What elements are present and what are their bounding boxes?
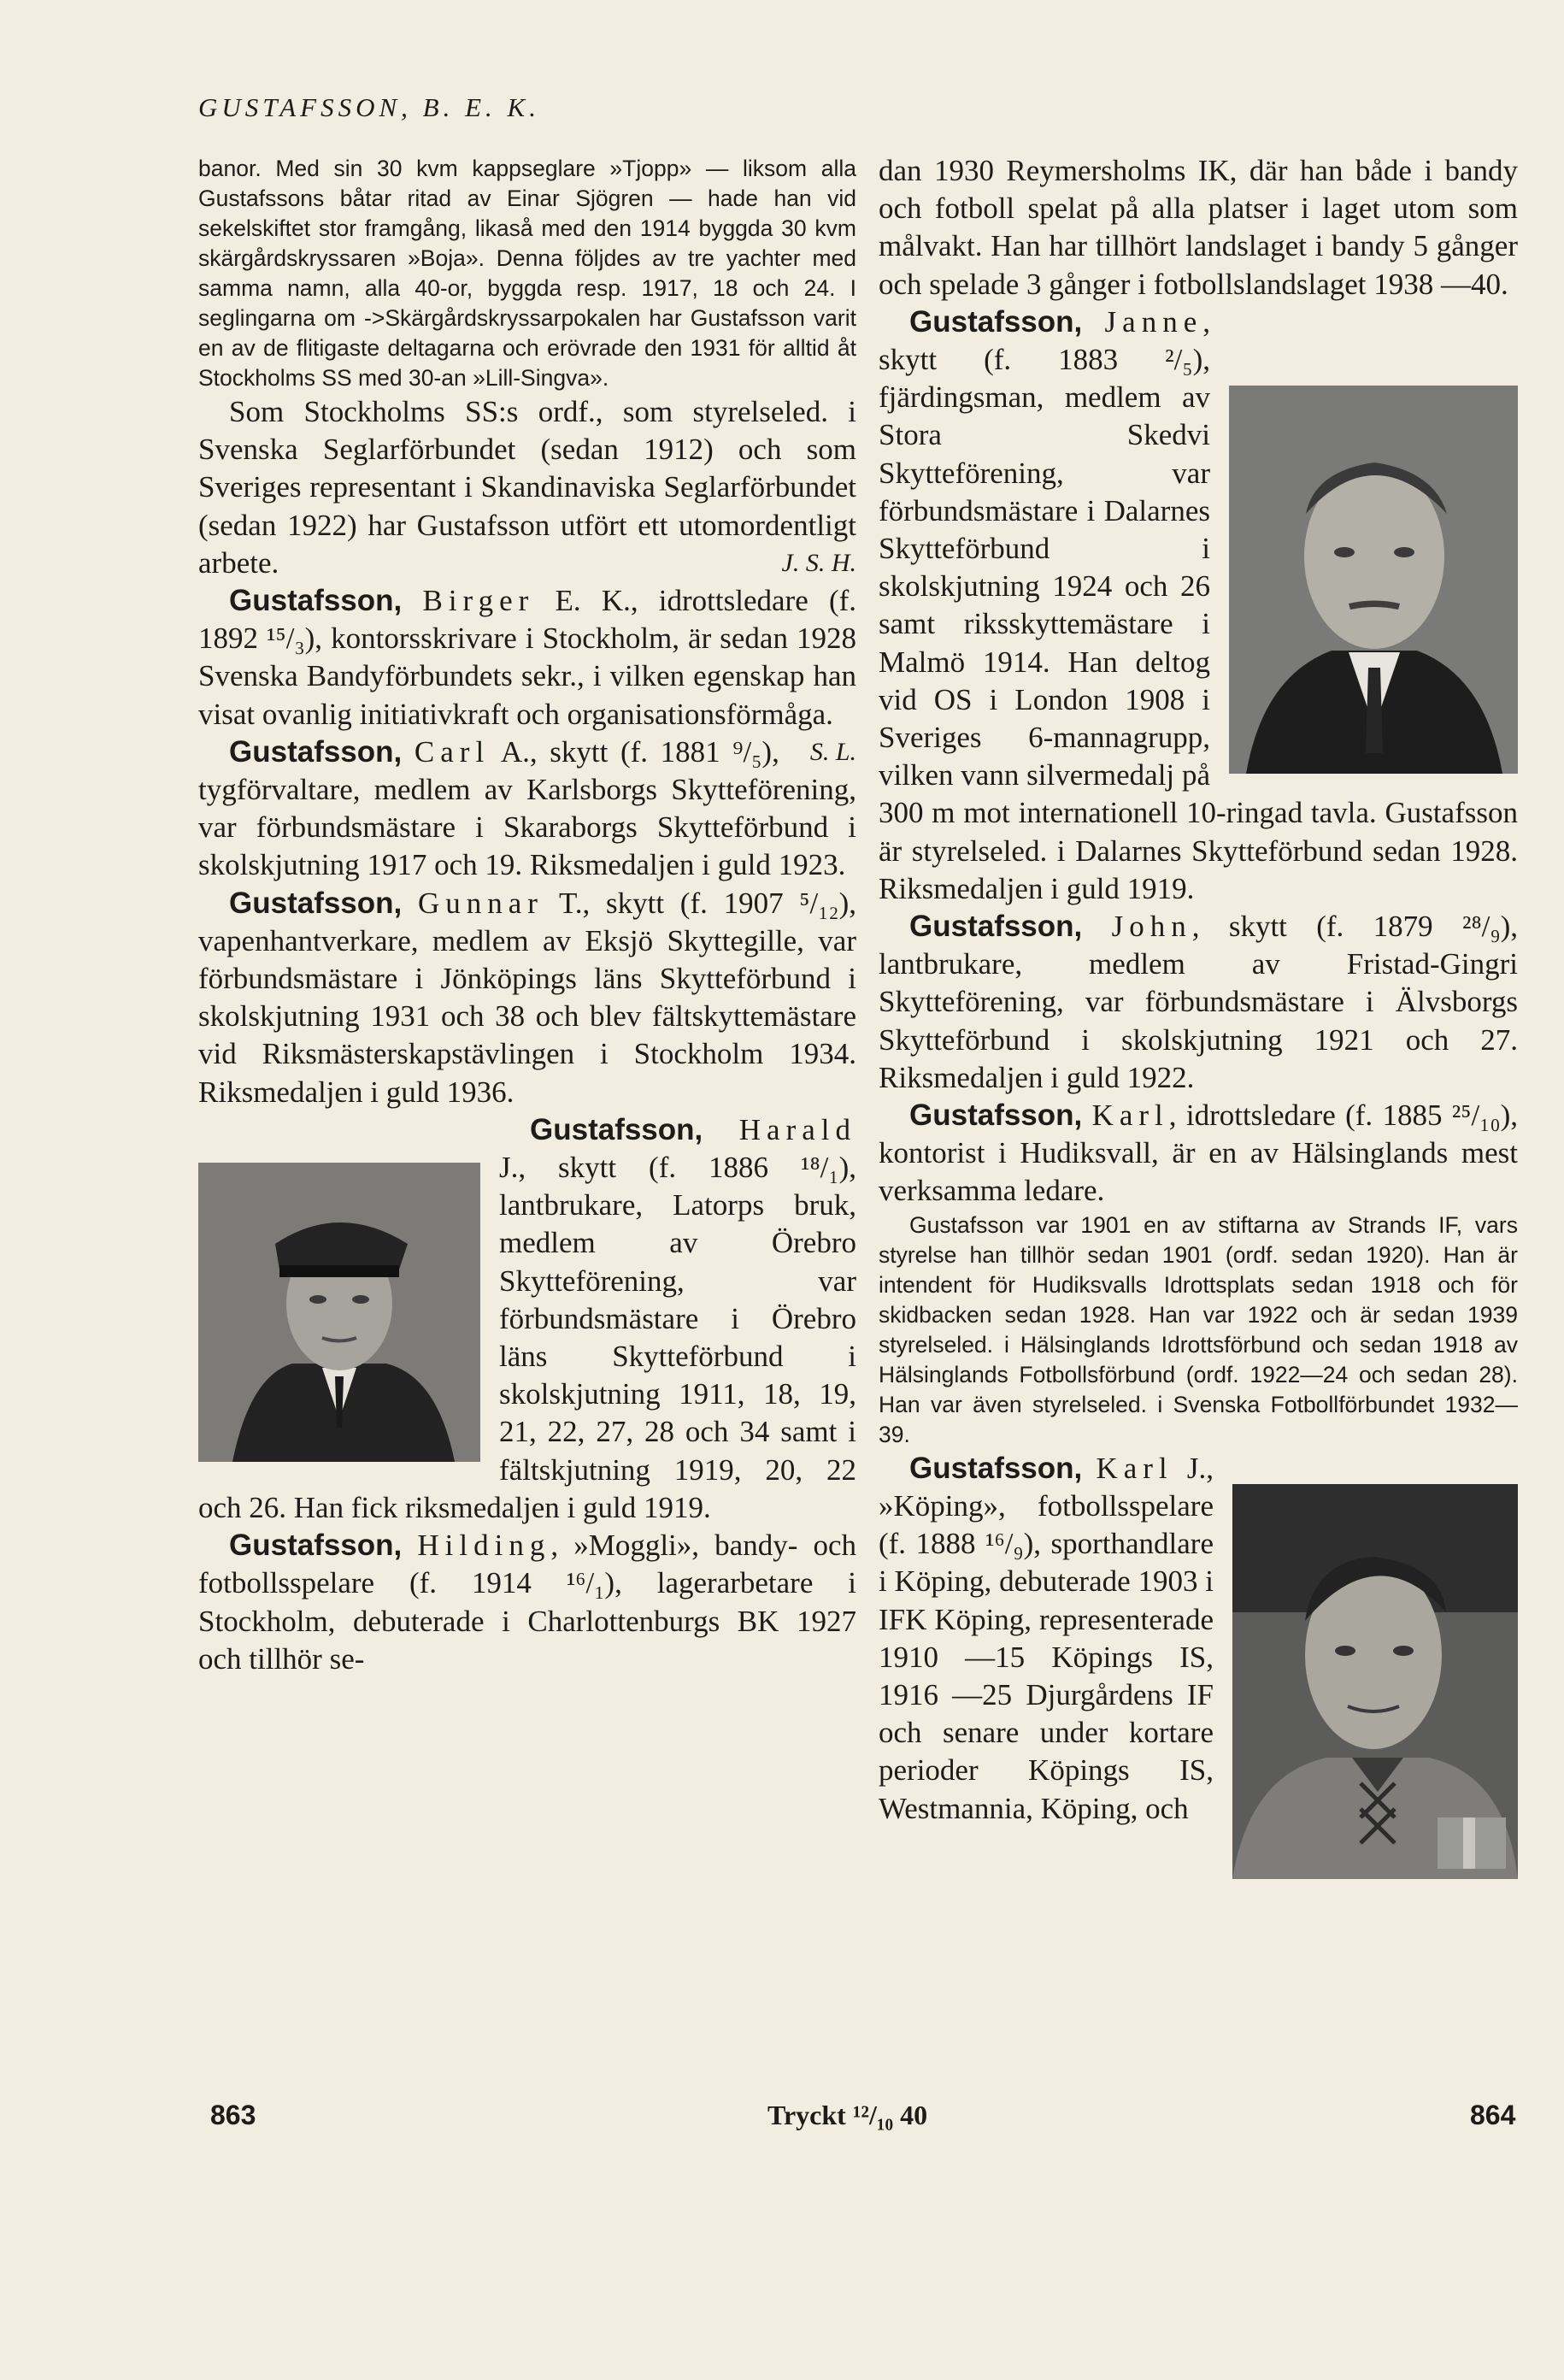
printed-date: Tryckt ¹²/₁₀ 40 — [767, 2100, 928, 2130]
portrait-harald-image — [198, 1163, 480, 1462]
hilding-continued: dan 1930 Reymersholms IK, där han både i bandy och fotboll spelat på alla platser i laget utom som målvakt. Han har tillhört landslaget i bandy 5 gånger och spelade 3 gånger i fotbollslandslaget 1938 —40. — [879, 154, 1518, 301]
entry-karl-j: Gustafsson, Karl J., »Köping», fotbollsspelare (f. 1888 ¹⁶/₉), sporthandlare i Köping, debuterade 1903 i IFK Köping, representerade 1910 —15 Köpings IS, 1916 —25 Djurgårdens IF och senare under kortare perioder Köpings IS, Westmannia, Köping, och — [879, 1450, 1518, 1828]
intro-big-text: Som Stockholms SS:s ordf., som styrelseled. i Svenska Seglarförbundet (sedan 1912) och som Sveriges representant i Skandinaviska Seglarförbundet (sedan 1922) har Gustafsson utfört ett utomordentligt arbete. J. S. H. — [198, 393, 856, 582]
signature: J. S. H. — [781, 548, 856, 577]
running-head: GUSTAFSSON, B. E. K. — [198, 92, 540, 122]
portrait-janne — [1229, 386, 1518, 774]
portrait-harald — [198, 1163, 480, 1462]
right-column — [879, 152, 1518, 1884]
portrait-karl-j — [1232, 1484, 1518, 1879]
entry-gunnar: Gustafsson, Gunnar T., skytt (f. 1907 ⁵/₁₂), vapenhantverkare, medlem av Eksjö Skyttegille, var förbundsmästare i Jönköpings läns Skytteförbund i skolskjutning 1931 och 38 och blev fältskyttemästare vid Riksmästerskapstävlingen i Stockholm 1934. Riksmedaljen i guld 1936. — [198, 886, 857, 1109]
entry-janne: Gustafsson, Janne, skytt (f. 1883 ²/₅), fjärdingsman, medlem av Stora Skedvi Skytteförening, var förbundsmästare i Dalarnes Skytteförbund i skolskjutning 1924 och 26 samt riksskyttemästare i Malmö 1914. Han deltog vid OS i London 1908 i Sveriges 6-mannagrupp, vilken vann silvermedalj på 300 m mot internationell 10-ringad tavla. Gustafsson är styrelseled. i Dalarnes Skytteförbund sedan 1928. Riksmedaljen i guld 1919. — [879, 304, 1518, 905]
entry-harald: Gustafsson, Harald J., skytt (f. 1886 ¹⁸/₁), lantbrukare, Latorps bruk, medlem av Örebro Skytteförening, var förbundsmästare i Örebro läns Skytteförbund i skolskjutning 1911, 18, 19, 21, 22, 27, 28 och 34 samt i fältskjutning 1919, 20, 22 och 26. Han fick riksmedaljen i guld 1919. — [198, 1112, 856, 1524]
signature: S. L. — [809, 737, 856, 766]
portrait-janne-image — [1229, 386, 1518, 774]
intro-small-text: banor. Med sin 30 kvm kappseglare »Tjopp» — liksom alla Gustafssons båtar ritad av Einar Sjögren — hade han vid sekelskiftet stor framgång, likaså med den 1914 byggda 30 kvm skärgårdskryssaren »Boja». Denna följdes av tre yachter med samma namn, alla 40-or, byggda resp. 1917, 18 och 24. I seglingarna om ->Skärgårdskryssarpokalen har Gustafsson varit en av de flitigaste deltagarna och erövrade den 1931 för alltid åt Stockholms SS med 30-an »Lill-Singva». — [198, 156, 856, 391]
portrait-karl-j-image — [1232, 1484, 1518, 1879]
page-number-left: 863 — [210, 2100, 256, 2130]
page-number-right: 864 — [1470, 2100, 1516, 2130]
entry-carl: Gustafsson, Carl A., skytt (f. 1881 ⁹/₅), tygförvaltare, medlem av Karlsborgs Skytteförening, var förbundsmästare i Skaraborgs Skytteförbund i skolskjutning 1917 och 19. Riksmedaljen i guld 1923. — [198, 734, 856, 882]
entry-karl-small: Gustafsson var 1901 en av stiftarna av Strands IF, vars styrelse han tillhör sedan 1901 (ordf. sedan 1920). Han är intendent för Hudiksvalls Idrottsplats sedan 1918 och för skidbacken sedan 1928. Han var 1922 och är sedan 1939 styrelseled. i Hälsinglands Idrottsförbund och sedan 1918 av Hälsinglands Fotbollsförbund (ordf. 1922—24 och sedan 28). Han var även styrelseled. i Svenska Fotbollförbundet 1932—39. — [879, 1211, 1518, 1447]
entry-birger: Gustafsson, Birger E. K., idrottsledare (f. 1892 ¹⁵/₃), kontorsskrivare i Stockholm, är sedan 1928 Svenska Bandyförbundets sekr., i vilken egenskap han visat ovanlig initiativkraft och organisationsförmåga. S. L. — [198, 582, 856, 733]
entry-john: Gustafsson, John, skytt (f. 1879 ²⁸/₉), lantbrukare, medlem av Fristad-Gingri Skytteförening, var förbundsmästare i Älvsborgs Skytteförbund i skolskjutning 1921 och 27. Riksmedaljen i guld 1922. — [879, 910, 1519, 1094]
entry-hilding: Gustafsson, Hilding, »Moggli», bandy- och fotbollsspelare (f. 1914 ¹⁶/₁), lagerarbetare i Stockholm, debuterade i Charlottenburgs BK 1927 och tillhör se- — [198, 1529, 857, 1676]
left-column — [198, 154, 856, 1678]
entry-karl: Gustafsson, Karl, idrottsledare (f. 1885 ²⁵/₁₀), kontorist i Hudiksvall, är en av Hälsinglands mest verksamma ledare. — [879, 1099, 1518, 1208]
